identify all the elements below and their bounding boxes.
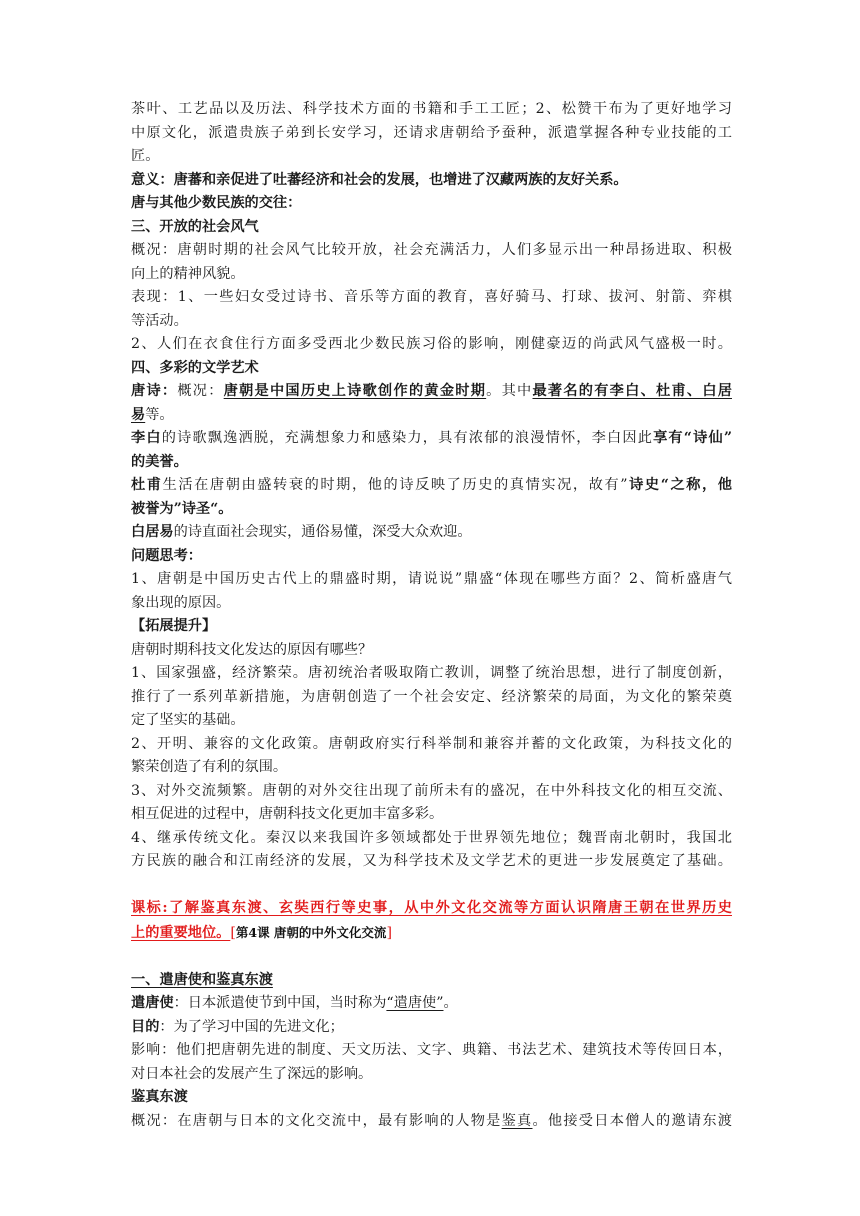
poet-name: 李白 [131,430,162,446]
para-line: 唐朝时期科技文化发达的原因有哪些？ [131,641,373,658]
curriculum-text: 上的重要地位。 [131,924,231,941]
term-label: 遣唐使 [131,995,174,1011]
label: 唐诗： [131,383,178,399]
spacer [131,874,732,898]
para-line: 繁荣创造了有利的氛围。 [131,759,288,775]
tang-poetry-line-2 [131,404,732,428]
key-point: 易 [131,406,146,423]
para-line: 方民族的融合和江南经济的发展，又为科学技术及文学艺术的更进一步发展奠定了基础。 [131,853,732,869]
para-line: 2、人们在衣食住行方面多受西北少数民族习俗的影响，刚健豪迈的尚武风气盛极一时。 [131,336,732,352]
section-heading: 三、开放的社会风气 [131,218,259,235]
para-line: 定了坚实的基础。 [131,712,245,728]
text: ：为了学习中国的先进文化； [159,1018,344,1035]
text: 概况：在唐朝与日本的文化交流中，最有影响的人物是 [131,1112,502,1129]
text: 的诗歌飘逸洒脱，充满想象力和感染力，具有浓郁的浪漫情怀，李白因此 [161,430,654,446]
text: 等。 [145,406,174,423]
baijuyi-line [131,521,732,545]
key-term: 鉴真 [501,1112,533,1129]
para-line: 影响：他们把唐朝先进的制度、天文历法、文字、典籍、书法艺术、建筑技术等传回日本， [131,1042,732,1058]
poet-name: 白居易 [131,524,174,540]
text: ：日本派遣使节到中国，当时称为 [173,995,387,1011]
para-line: 茶叶、工艺品以及历法、科学技术方面的书籍和手工工匠；2、松赞干布为了更好地学习 [131,101,732,117]
spacer [131,945,732,969]
dufu-line-2: 被誉为”诗圣“。 [131,500,233,517]
para-line: 1、唐朝是中国历史古代上的鼎盛时期，请说说”鼎盛“体现在哪些方面？2、简析盛唐气 [131,571,732,587]
key-point: 享有“诗仙” [653,430,732,446]
envoy-line [131,992,732,1016]
key-point: 诗史“之称，他 [627,477,732,493]
key-point: 最著名的有李白、杜甫、白居 [532,383,732,399]
para-line: 2、开明、兼容的文化政策。唐朝政府实行科举制和兼容并蓄的文化政策，为科技文化的 [131,735,732,752]
para-line: 中原文化，派遣贵族子弟到长安学习，还请求唐朝给予蚕种，派遣掌握各种专业技能的工 [131,124,732,141]
key-term: “遣唐使” [386,995,444,1011]
para-line: 匠。 [131,148,160,164]
section-heading: 【拓展提升】 [131,618,217,634]
para-line: 1、国家强盛，经济繁荣。唐初统治者吸取隋亡教训，调整了统治思想，进行了制度创新， [131,665,732,681]
text: 。其中 [486,383,533,399]
section-heading: 四、多彩的文学艺术 [131,359,259,376]
para-line: 概况：唐朝时期的社会风气比较开放，社会充满活力，人们多显示出一种昂扬进取、积极 [131,242,732,258]
subheading: 唐与其他少数民族的交往： [131,195,302,211]
bracket: [ [230,924,236,941]
key-point: 唐朝是中国历史上诗歌创作的黄金时期 [223,383,487,399]
para-line: 3、对外交流频繁。唐朝的对外交往出现了前所未有的盛况，在中外科技文化的相互交流、 [131,782,732,799]
text: 。他接受日本僧人的邀请东渡 [532,1112,732,1129]
bracket: ] [386,924,392,941]
para-line: 向上的精神风貌。 [131,265,245,282]
para-line: 4、继承传统文化。秦汉以来我国许多领域都处于世界领先地位；魏晋南北朝时，我国北 [131,829,732,846]
para-line: 对日本社会的发展产生了深远的影响。 [131,1065,373,1082]
libai-line-2: 的美誉。 [131,453,188,470]
para-line: 相互促进的过程中，唐朝科技文化更加丰富多彩。 [131,806,444,822]
jianzhen-line [131,1110,732,1134]
text: 概况： [177,383,224,399]
subheading: 鉴真东渡 [131,1089,188,1105]
text: 生活在唐朝由盛转衰的时期，他的诗反映了历史的真情实况，故有” [162,477,628,493]
section-heading: 问题思考： [131,547,202,564]
term-label: 目的 [131,1018,160,1035]
lesson-title: 第4课 唐朝的中外文化交流 [235,924,387,940]
para-line: 等活动。 [131,312,188,329]
section-heading: 一、遣唐使和鉴真东渡 [131,971,273,988]
para-line: 推行了一系列革新措施，为唐朝创造了一个社会安定、经济繁荣的局面，为文化的繁荣奠 [131,688,732,705]
curriculum-standard-line: 课标:了解鉴真东渡、玄奘西行等史事，从中外文化交流等方面认识隋唐王朝在世界历史 [131,900,732,916]
curriculum-standard-line-2 [131,921,732,946]
meaning-line: 意义：唐蕃和亲促进了吐蕃经济和社会的发展，也增进了汉藏两族的友好关系。 [131,171,628,188]
dufu-line [131,474,732,498]
tang-poetry-line [131,380,732,404]
para-line: 表现：1、一些妇女受过诗书、音乐等方面的教育，喜好骑马、打球、拔河、射箭、弈棋 [131,289,732,305]
poet-name: 杜甫 [131,477,163,493]
para-line: 象出现的原因。 [131,594,231,611]
libai-line [131,427,732,451]
text: 。 [443,995,458,1011]
purpose-line [131,1016,732,1040]
text: 的诗直面社会现实，通俗易懂，深受大众欢迎。 [173,524,472,540]
